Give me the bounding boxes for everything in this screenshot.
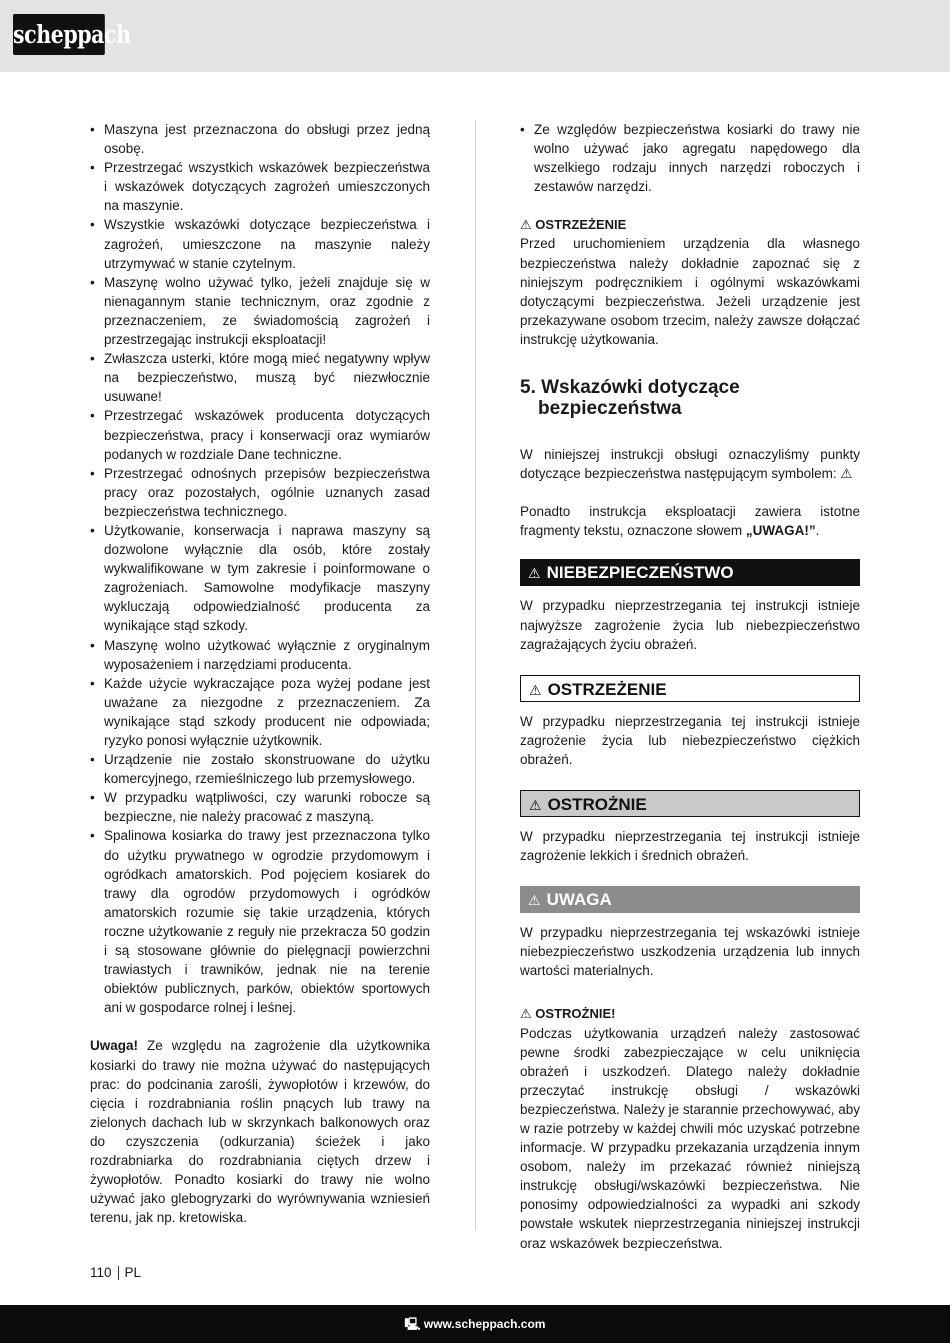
list-item: • Ze względów bezpieczeństwa kosiarki do trawy nie wolno używać jako agregatu napędowego dla wszelkiego rodzaju innych narzędzi roboczych i zestawów narzędzi. — [520, 120, 860, 196]
left-column — [90, 120, 430, 1227]
language-code: PL — [124, 1265, 142, 1280]
notice-box — [520, 886, 860, 913]
caution-label: OSTROŻNIE — [547, 794, 647, 814]
caution-text: Podczas użytkowania urządzeń należy zastosować pewne środki zabezpieczające w celu uniknięcia obrażeń i uszkodzeń. Dlatego należy dokładnie przeczytać instrukcję obsługi / wskazówki bezpieczeństwa. Należy je starannie przechowywać, aby w razie potrzeby w każdej chwili móc uzyskać potrzebne informacje. W przypadku przekazania urządzenia innym osobom, należy im przekazać również niniejszą instrukcję obsługi/wskazówki bezpieczeństwa. Nie ponosimy odpowiedzialności za wypadki ani szkody powstałe wskutek nieprzestrzegania niniejszej instrukcji oraz wskazówek bezpieczeństwa. — [520, 1025, 860, 1251]
list-item: • Przestrzegać wszystkich wskazówek bezpieczeństwa i wskazówek dotyczących zagrożeń umieszczonych na maszynie. — [90, 158, 430, 215]
header-bar — [0, 0, 950, 72]
column-divider — [475, 120, 476, 1230]
warning-heading-text: OSTRZEŻENIE — [535, 217, 627, 233]
list-item: • Wszystkie wskazówki dotyczące bezpieczeństwa i zagrożeń, umieszczone na maszynie należy utrzymywać w stanie czytelnym. — [90, 215, 430, 272]
caution-heading-text: OSTROŻNIE! — [535, 1006, 616, 1022]
warning-box — [520, 675, 860, 702]
caution-box — [520, 790, 860, 817]
computer-icon: 🖳 — [404, 1317, 421, 1331]
para2-text: Ponadto instrukcja eksploatacji zawiera istotne fragmenty tekstu, oznaczone słowem — [520, 504, 860, 539]
warning-label: OSTRZEŻENIE — [547, 679, 667, 699]
warning-triangle-icon: ⚠ — [528, 892, 541, 909]
list-item: • Użytkowanie, konserwacja i naprawa maszyny są dozwolone wyłącznie dla osób, które zostały wykwalifikowane w tym zakresie i poinformowane o zagrożeniach. Samowolne modyfikacje maszyny wykluczają odpowiedzialność producenta za wynikające stąd szkody. — [90, 521, 430, 636]
footer-bar — [0, 1305, 950, 1343]
right-bullet-list — [520, 120, 860, 196]
left-bullet-list — [90, 120, 430, 1017]
list-item: • Każde użycie wykraczające poza wyżej podane jest uważane za niezgodne z przeznaczeniem. Za wynikające stąd szkody producent nie odpowiada; ryzyko ponosi wyłącznie użytkownik. — [90, 674, 430, 750]
caution-heading — [520, 1004, 860, 1023]
usage-note — [90, 1036, 430, 1227]
usage-note-text: Ze względu na zagrożenie dla użytkownika kosiarki do trawy nie można używać do następujących prac: do podcinania zarośli, żywopłotów i krzewów, do cięcia i rozdrabniania roślin pnących lub trawy na zielonych dachach lub w skrzynkach balkonowych oraz do czyszczenia (odkurzania) ścieżek i jako rozdrabniarka do rozdrabniania ciętych drzew i żywopłotów. Ponadto kosiarki do trawy nie wolno używać jako glebogryzarki do wyrównywania wzniesień terenu, jak np. kretowiska. — [90, 1038, 430, 1226]
para2-keyword: „UWAGA!” — [745, 523, 816, 539]
danger-text: W przypadku nieprzestrzegania tej instrukcji istnieje najwyższe zagrożenie życia lub niebezpieczeństwo zagrażających życiu obrażeń. — [520, 598, 860, 652]
warning-triangle-icon: ⚠ — [529, 681, 542, 698]
list-item: • Maszynę wolno użytkować wyłącznie z oryginalnym wyposażeniem i narzędziami producenta. — [90, 636, 430, 674]
warning-triangle-icon: ⚠ — [520, 217, 532, 233]
warning-box-text: W przypadku nieprzestrzegania tej instrukcji istnieje zagrożenie życia lub niebezpieczeństwo ciężkich obrażeń. — [520, 713, 860, 767]
right-column — [520, 120, 860, 1253]
page-number-value: 110 — [90, 1265, 112, 1280]
section-paragraph: W niniejszej instrukcji obsługi oznaczyliśmy punkty dotyczące bezpieczeństwa następującym symbolem: ⚠ — [520, 447, 860, 482]
list-item: • Spalinowa kosiarka do trawy jest przeznaczona tylko do użytku prywatnego w ogrodzie przydomowym i ogródkach amatorskich. Pod pojęciem kosiarek do trawy dla ogrodów przydomowych i ogródków amatorskich rozumie się takie urządzenia, których roczne użytkowanie z reguły nie przekracza 50 godzin i są stosowane głównie do pielęgnacji powierzchni trawiastych i trawników, jednak nie na terenie obiektów publicznych, parków, obiektów sportowych ani w gospodarce rolnej i leśnej. — [90, 826, 430, 1017]
notice-label: UWAGA — [546, 890, 612, 910]
caution-box-text: W przypadku nieprzestrzegania tej instrukcji istnieje zagrożenie lekkich i średnich obrażeń. — [520, 828, 860, 864]
list-item: • Przestrzegać wskazówek producenta dotyczących bezpieczeństwa, pracy i konserwacji oraz wymiarów podanych w rozdziale Dane techniczne. — [90, 406, 430, 463]
list-item: • Zwłaszcza usterki, które mogą mieć negatywny wpływ na bezpieczeństwo, muszą być niezwłocznie usuwane! — [90, 349, 430, 406]
section-title: 5. Wskazówki dotyczące bezpieczeństwa — [520, 377, 740, 420]
warning-text: Przed uruchomieniem urządzenia dla własnego bezpieczeństwa należy dokładnie zapoznać się z niniejszym podręcznikiem i ogólnymi wskazówkami dotyczącymi bezpieczeństwa. Jeżeli urządzenie jest przekazywane osobom trzecim, należy zawsze dołączać instrukcję użytkowania. — [520, 236, 860, 347]
notice-box-text: W przypadku nieprzestrzegania tej wskazówki istnieje niebezpieczeństwo uszkodzenia urządzenia lub innych wartości materialnych. — [520, 925, 860, 979]
warning-triangle-icon: ⚠ — [529, 796, 542, 813]
warning-triangle-icon: ⚠ — [528, 565, 541, 582]
list-item: • W przypadku wątpliwości, czy warunki robocze są bezpieczne, nie należy pracować z maszyną. — [90, 788, 430, 826]
warning-triangle-icon: ⚠ — [520, 1006, 532, 1022]
list-item: • Przestrzegać odnośnych przepisów bezpieczeństwa pracy oraz pozostałych, ogólnie uznanych zasad bezpieczeństwa technicznego. — [90, 464, 430, 521]
brand-logo: scheppach — [13, 14, 105, 55]
danger-box — [520, 559, 860, 586]
website-link[interactable]: www.scheppach.com — [423, 1317, 546, 1331]
list-item: • Maszynę wolno używać tylko, jeżeli znajduje się w nienagannym stanie technicznym, oraz zgodnie z przeznaczeniem, ze świadomością zagrożeń i przestrzegając instrukcji eksploatacji! — [90, 273, 430, 349]
list-item: • Urządzenie nie zostało skonstruowane do użytku komercyjnego, rzemieślniczego lub przemysłowego. — [90, 750, 430, 788]
usage-note-lead: Uwaga! — [90, 1038, 139, 1054]
para2-end: . — [815, 523, 820, 539]
page-number — [90, 1265, 141, 1280]
warning-heading — [520, 215, 860, 234]
list-item: • Maszyna jest przeznaczona do obsługi przez jedną osobę. — [90, 120, 430, 158]
danger-label: NIEBEZPIECZEŃSTWO — [546, 563, 734, 583]
section-paragraph-2 — [520, 502, 860, 540]
